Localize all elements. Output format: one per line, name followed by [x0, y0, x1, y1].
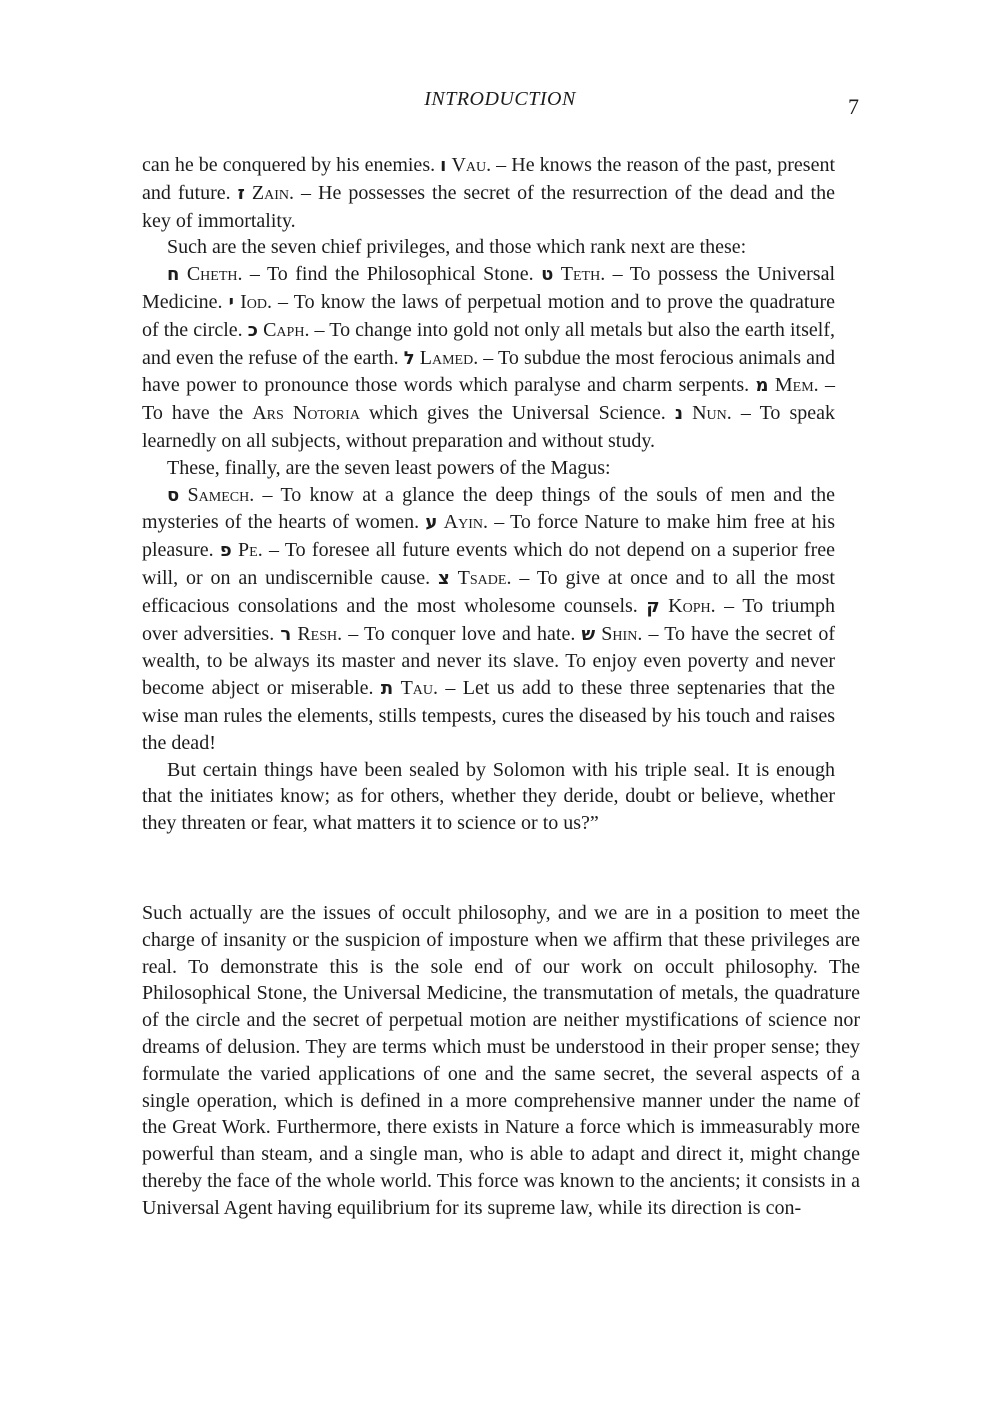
quote-text: . – To conquer love and hate. [337, 622, 582, 645]
quote-text: . – To speak learnedly on all subjects, without preparation and without study. [142, 402, 836, 452]
hebrew-letter: ע [425, 512, 438, 534]
page-number: 7 [848, 94, 859, 119]
hebrew-letter: ר [280, 623, 292, 645]
body-paragraph: Such actually are the issues of occult philosophy, and we are in a position to meet the charge of insanity or the suspicion of imposture when we affirm that these privileges are real. To demonstrate this is the sole end of our work on occult philosophy. The Philosophical Stone, the Universal Medicine, the transmutation of metals, the quadrature of the circle and the secret of perpetual motion are neither mystifications of science nor dreams of delusion. They are terms which must be understood in their proper sense; they formulate the varied applications of one and the same secret, the several aspects of a single operation, which is defined in a more comprehensive manner under the name of the Great Work. Furthermore, there exists in Nature a force which is immeasurably more powerful than steam, and a single man, who is able to adapt and direct it, might change thereby the face of the whole world. This force was known to the ancients; it consists in a Universal Agent having equilibrium for its supreme law, while its direction is con- [142, 902, 860, 1219]
hebrew-letter: מ [755, 375, 769, 397]
letter-name: Cheth [186, 263, 238, 286]
letter-name: Tsade [457, 566, 507, 589]
hebrew-letter: ת [380, 678, 394, 700]
letter-name: Pe [238, 539, 258, 562]
letter-name: Nun [692, 402, 727, 425]
hebrew-letter: פ [219, 540, 232, 562]
hebrew-letter: צ [438, 567, 450, 589]
letter-name: Vau [451, 154, 487, 176]
quote-text: . – To find the Philosophical Stone. [237, 263, 542, 286]
quote-text: . – To triumph over adversities. [142, 594, 836, 645]
quote-text: . – To force Nature to make him free at his pleasure. [142, 511, 836, 562]
quote-text: . – To foresee all future events which do not depend on a superior free will, or on an undiscernible cause. [142, 539, 835, 589]
hebrew-letter: ו [440, 155, 447, 176]
letter-name: Tau [400, 677, 433, 700]
quote-paragraph: These, finally, are the seven least powers of the Magus: [167, 456, 611, 479]
quote-text: . – Let us add to these three septenaries that the wise man rules the elements, stills tempests, cures the diseased by his touch and raises the dead! [142, 677, 836, 754]
quote-text: can he be conquered by his enemies. [142, 154, 441, 176]
hebrew-letter: ז [237, 182, 245, 204]
quote-text: . – To know at a glance the deep things of the souls of men and the mysteries of the hearts of women. [142, 483, 836, 534]
quote-text: . – To know the laws of perpetual motion and to prove the quadrature of the circle. [142, 290, 835, 341]
hebrew-letter: ל [403, 347, 415, 369]
letter-name: Teth [560, 263, 601, 286]
quote-text: . – To have the secret of wealth, to be always its master and never its slave. To enjoy even poverty and never become abject or miserable. [142, 622, 836, 700]
hebrew-letter: ס [167, 484, 180, 506]
body-text [142, 900, 860, 1222]
ars-notoria: Ars Notoria [252, 402, 360, 425]
hebrew-letter: ש [581, 623, 596, 645]
running-head: INTRODUCTION [424, 88, 576, 110]
quote-text: . – To change into gold not only all metals but also the earth itself, and even the refuse of the earth. [142, 318, 835, 369]
quote-text: . – To have the [142, 374, 835, 425]
quote-text: . – He possesses the secret of the resurrection of the dead and the key of immortality. [142, 181, 835, 232]
hebrew-letter: ח [167, 264, 180, 286]
hebrew-letter: ט [541, 264, 554, 286]
block-quote [142, 152, 835, 837]
letter-name: Shin [601, 622, 638, 645]
letter-name: Ayin [443, 511, 483, 534]
quote-text: . – He knows the reason of the past, present and future. [142, 154, 835, 204]
letter-name: Resh [297, 622, 338, 645]
hebrew-letter: י [228, 291, 234, 313]
hebrew-letter: כ [247, 319, 258, 341]
hebrew-letter: ק [646, 595, 660, 617]
quote-paragraph [142, 261, 835, 455]
quote-paragraph: But certain things have been sealed by Solomon with his triple seal. It is enough that the initiates know; as for others, whether they deride, doubt or believe, whether they threaten or fear, what matters it to science or to us?” [142, 758, 835, 835]
quote-paragraph [142, 482, 835, 757]
quote-paragraph: Such are the seven chief privileges, and those which rank next are these: [167, 236, 747, 259]
letter-name: Zain [251, 181, 289, 204]
letter-name: Iod [240, 290, 267, 313]
letter-name: Mem [774, 374, 814, 397]
letter-name: Lamed [419, 346, 474, 369]
letter-name: Koph [668, 594, 711, 617]
letter-name: Samech [187, 483, 250, 506]
quote-text: which gives the Universal Science. [359, 402, 675, 425]
quote-paragraph [142, 152, 835, 234]
letter-name: Caph [263, 318, 305, 341]
quote-text: . – To possess the Universal Medicine. [142, 263, 836, 313]
quote-text: . – To subdue the most ferocious animals and have power to pronounce those words which paralyse and charm serpents. [142, 346, 835, 397]
quote-text: . – To give at once and to all the most efficacious consolations and the most wholesome counsels. [142, 566, 835, 617]
hebrew-letter: נ [674, 403, 684, 425]
